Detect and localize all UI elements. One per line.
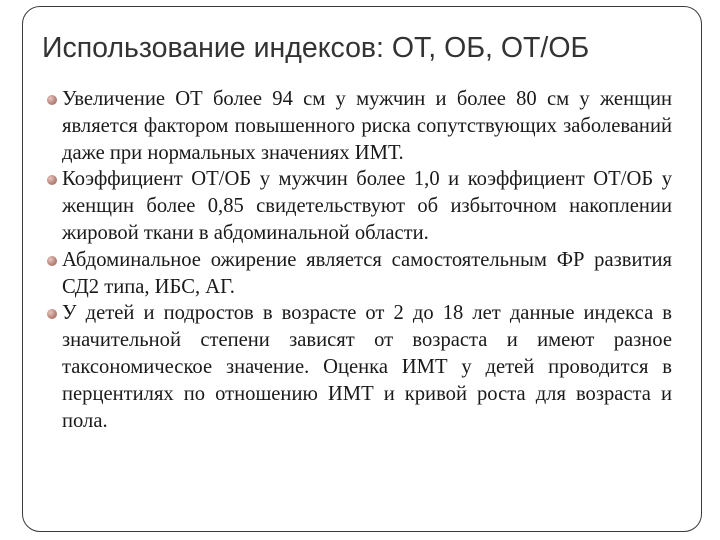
bullet-item bbox=[48, 86, 672, 166]
bullet-item bbox=[48, 247, 672, 301]
bullet-text: Коэффициент ОТ/ОБ у мужчин более 1,0 и коэффициент ОТ/ОБ у женщин более 0,85 свидетельствуют об избыточном накоплении жировой ткани в абдоминальной области. bbox=[62, 168, 672, 244]
slide-title: Использование индексов: ОТ, ОБ, ОТ/ОБ bbox=[42, 32, 590, 64]
round-bullet-icon bbox=[47, 309, 57, 319]
round-bullet-icon bbox=[47, 256, 57, 266]
round-bullet-icon bbox=[47, 95, 57, 105]
bullet-text: Увеличение ОТ более 94 см у мужчин и более 80 см у женщин является фактором повышенного риска сопутствующих заболеваний даже при нормальных значениях ИМТ. bbox=[62, 88, 672, 164]
bullet-text: У детей и подростов в возрасте от 2 до 18 лет данные индекса в значительной степени зависят от возраста и имеют разное таксономическое значение. Оценка ИМТ у детей проводится в перцентилях по отношению ИМТ и кривой роста для возраста и пола. bbox=[62, 302, 672, 432]
bullet-list bbox=[48, 86, 672, 434]
bullet-item bbox=[48, 166, 672, 246]
round-bullet-icon bbox=[47, 175, 57, 185]
bullet-text: Абдоминальное ожирение является самостоятельным ФР развития СД2 типа, ИБС, АГ. bbox=[62, 248, 672, 298]
bullet-item bbox=[48, 300, 672, 434]
